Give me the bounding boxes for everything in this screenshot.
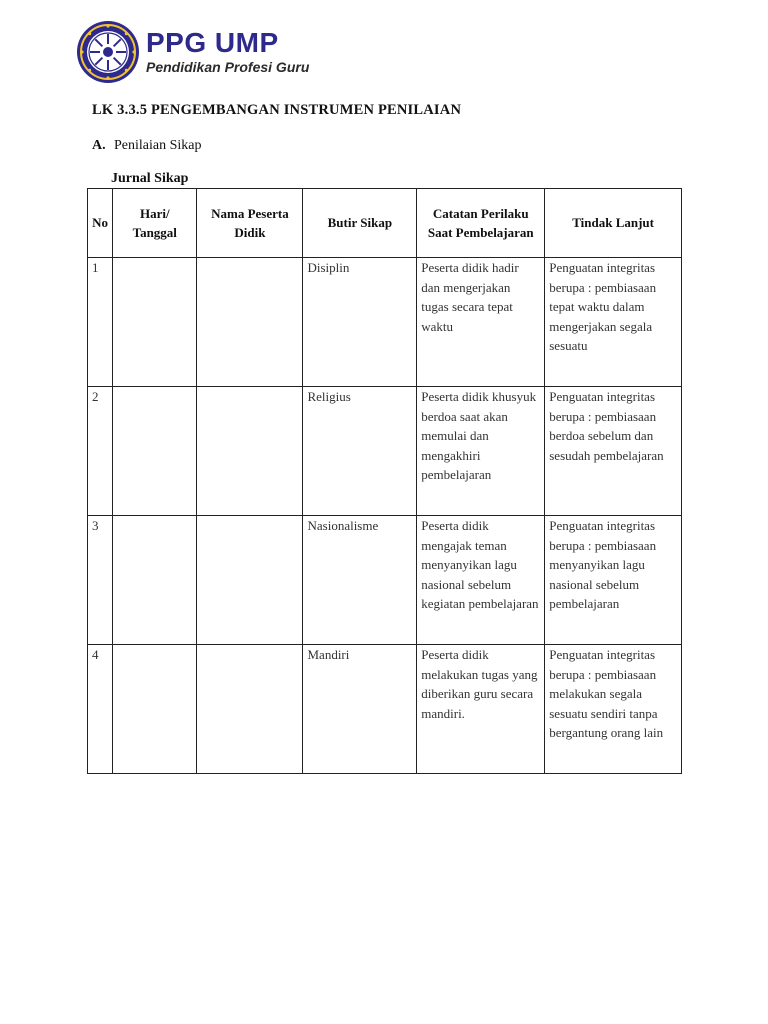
cell-tindak-lanjut: Penguatan integritas berupa : pembiasaan berdoa sebelum dan sesudah pembelajaran	[545, 387, 682, 516]
university-seal-icon	[76, 20, 140, 84]
cell-catatan: Peserta didik hadir dan mengerjakan tugas secara tepat waktu	[417, 258, 545, 387]
cell-hari-tanggal	[113, 387, 197, 516]
table-row	[88, 387, 682, 516]
cell-butir-sikap: Mandiri	[303, 645, 417, 774]
table-row	[88, 645, 682, 774]
cell-catatan: Peserta didik mengajak teman menyanyikan lagu nasional sebelum kegiatan pembelajaran	[417, 516, 545, 645]
jurnal-sikap-table	[87, 188, 682, 774]
cell-nama-peserta	[197, 387, 303, 516]
cell-no: 4	[88, 645, 113, 774]
cell-butir-sikap: Religius	[303, 387, 417, 516]
cell-tindak-lanjut: Penguatan integritas berupa : pembiasaan menyanyikan lagu nasional sebelum pembelajaran	[545, 516, 682, 645]
header-tindak-lanjut: Tindak Lanjut	[545, 189, 682, 258]
cell-nama-peserta	[197, 516, 303, 645]
cell-no: 3	[88, 516, 113, 645]
table-row	[88, 516, 682, 645]
header-butir-sikap: Butir Sikap	[303, 189, 417, 258]
section-heading	[92, 138, 202, 154]
brand-title: PPG UMP	[146, 27, 279, 58]
brand-block	[146, 28, 309, 76]
cell-butir-sikap: Disiplin	[303, 258, 417, 387]
cell-tindak-lanjut: Penguatan integritas berupa : pembiasaan tepat waktu dalam mengerjakan segala sesuatu	[545, 258, 682, 387]
document-title: LK 3.3.5 PENGEMBANGAN INSTRUMEN PENILAIAN	[92, 102, 462, 118]
cell-nama-peserta	[197, 258, 303, 387]
table-header-row	[88, 189, 682, 258]
cell-catatan: Peserta didik melakukan tugas yang diberikan guru secara mandiri.	[417, 645, 545, 774]
cell-no: 1	[88, 258, 113, 387]
table-row	[88, 258, 682, 387]
cell-hari-tanggal	[113, 516, 197, 645]
section-letter: A.	[92, 138, 106, 153]
header-hari-tanggal: Hari/ Tanggal	[113, 189, 197, 258]
cell-hari-tanggal	[113, 645, 197, 774]
cell-tindak-lanjut: Penguatan integritas berupa : pembiasaan melakukan segala sesuatu sendiri tanpa bergantung orang lain	[545, 645, 682, 774]
brand-subtitle: Pendidikan Profesi Guru	[146, 59, 310, 75]
cell-no: 2	[88, 387, 113, 516]
header-no: No	[88, 189, 113, 258]
cell-hari-tanggal	[113, 258, 197, 387]
table-caption: Jurnal Sikap	[111, 171, 189, 186]
cell-catatan: Peserta didik khusyuk berdoa saat akan memulai dan mengakhiri pembelajaran	[417, 387, 545, 516]
cell-butir-sikap: Nasionalisme	[303, 516, 417, 645]
cell-nama-peserta	[197, 645, 303, 774]
header-catatan-perilaku: Catatan Perilaku Saat Pembelajaran	[417, 189, 545, 258]
section-title: Penilaian Sikap	[114, 138, 202, 153]
header-nama-peserta-didik: Nama Peserta Didik	[197, 189, 303, 258]
page-header	[76, 20, 309, 84]
